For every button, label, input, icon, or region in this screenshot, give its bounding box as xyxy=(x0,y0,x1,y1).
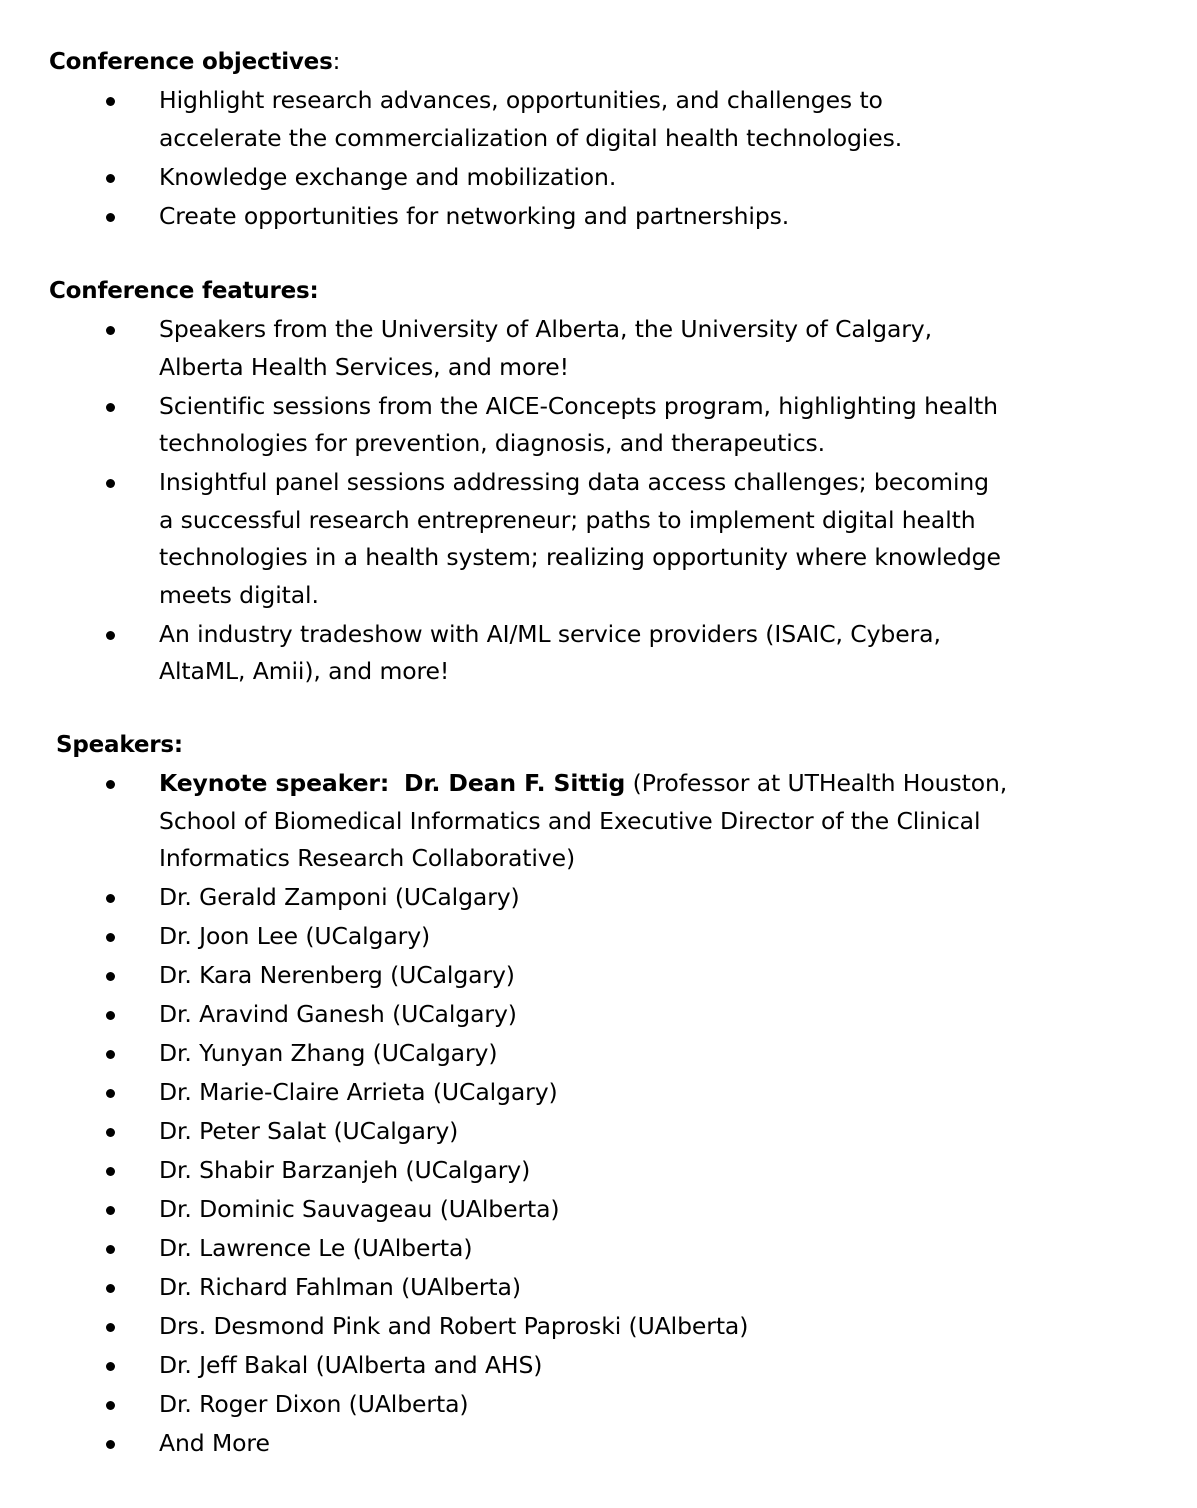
speaker-item xyxy=(0,1269,1009,1307)
speakers-heading: Speakers: xyxy=(56,732,183,758)
objective-text: Highlight research advances, opportunities, and challenges to accelerate the commercialization of digital health technologies. xyxy=(159,86,903,152)
speaker-name: Dr. Jeff Bakal (UAlberta and AHS) xyxy=(159,1351,543,1379)
objectives-heading-text: Conference objectives xyxy=(49,49,333,75)
speaker-name: Dr. Joon Lee (UCalgary) xyxy=(159,922,431,950)
feature-text: An industry tradeshow with AI/ML service providers (ISAIC, Cybera, AltaML, Amii), and more! xyxy=(159,619,941,685)
bullet-icon xyxy=(106,1323,115,1332)
keynote-name: Dr. Dean F. Sittig xyxy=(403,769,626,797)
bullet-icon xyxy=(106,894,115,903)
speaker-item xyxy=(0,1113,1009,1151)
bullet-icon xyxy=(106,1440,115,1449)
speaker-name: Dr. Lawrence Le (UAlberta) xyxy=(159,1234,473,1262)
bullet-icon xyxy=(106,326,115,335)
features-heading: Conference features: xyxy=(49,278,319,304)
bullet-icon xyxy=(106,933,115,942)
bullet-icon xyxy=(106,1011,115,1020)
bullet-icon xyxy=(106,97,115,106)
objective-text: Knowledge exchange and mobilization. xyxy=(159,162,617,191)
bullet-icon xyxy=(106,1245,115,1254)
speaker-name: And More xyxy=(159,1429,270,1457)
feature-text: Speakers from the University of Alberta, the University of Calgary, Alberta Health Services, and more! xyxy=(159,315,932,381)
objectives-heading-colon: : xyxy=(332,49,341,75)
speaker-name: Dr. Richard Fahlman (UAlberta) xyxy=(159,1273,521,1301)
feature-text: Scientific sessions from the AICE-Concepts program, highlighting health technologies for prevention, diagnosis, and therapeutics. xyxy=(159,391,998,457)
speaker-item xyxy=(0,1308,1009,1346)
bullet-icon xyxy=(106,213,115,222)
keynote-label: Keynote speaker: xyxy=(159,769,390,797)
bullet-icon xyxy=(106,174,115,183)
bullet-icon xyxy=(106,1128,115,1137)
objective-item xyxy=(0,159,1009,197)
speaker-item xyxy=(0,957,1009,995)
speaker-item xyxy=(0,1152,1009,1190)
feature-item xyxy=(0,464,1009,614)
speaker-item xyxy=(0,1230,1009,1268)
keynote-description: (Professor at UTHealth Houston, School of Biomedical Informatics and Executive Director of the Clinical Informatics Research Collaborative) xyxy=(159,769,1008,872)
speakers-list xyxy=(0,765,1197,1464)
bullet-icon xyxy=(106,1284,115,1293)
bullet-icon xyxy=(106,479,115,488)
speaker-item xyxy=(0,1425,1009,1463)
speaker-name: Dr. Shabir Barzanjeh (UCalgary) xyxy=(159,1156,531,1184)
bullet-icon xyxy=(106,1401,115,1410)
speaker-name: Dr. Peter Salat (UCalgary) xyxy=(159,1117,459,1145)
features-list xyxy=(0,311,1197,692)
speaker-item xyxy=(0,1191,1009,1229)
bullet-icon xyxy=(106,403,115,412)
speaker-name: Dr. Dominic Sauvageau (UAlberta) xyxy=(159,1195,560,1223)
objective-item xyxy=(0,198,1009,236)
keynote-speaker-item xyxy=(0,765,1009,878)
speaker-name: Dr. Yunyan Zhang (UCalgary) xyxy=(159,1039,498,1067)
bullet-icon xyxy=(106,780,115,789)
speaker-name: Dr. Kara Nerenberg (UCalgary) xyxy=(159,961,515,989)
bullet-icon xyxy=(106,631,115,640)
speaker-name: Dr. Roger Dixon (UAlberta) xyxy=(159,1390,469,1418)
speaker-item xyxy=(0,1347,1009,1385)
bullet-icon xyxy=(106,1362,115,1371)
speaker-item xyxy=(0,1074,1009,1112)
speaker-item xyxy=(0,1386,1009,1424)
objective-text: Create opportunities for networking and partnerships. xyxy=(159,201,790,230)
bullet-icon xyxy=(106,1050,115,1059)
bullet-icon xyxy=(106,1167,115,1176)
feature-item xyxy=(0,311,1009,386)
objective-item xyxy=(0,82,1009,157)
speaker-name: Drs. Desmond Pink and Robert Paproski (UAlberta) xyxy=(159,1312,749,1340)
speaker-item xyxy=(0,879,1009,917)
objectives-heading xyxy=(49,47,340,77)
feature-text: Insightful panel sessions addressing data access challenges; becoming a successful research entrepreneur; paths to implement digital health technologies in a health system; realizing opportunity where knowledge meets digital. xyxy=(159,468,1001,609)
bullet-icon xyxy=(106,1089,115,1098)
bullet-icon xyxy=(106,972,115,981)
speaker-item xyxy=(0,996,1009,1034)
speaker-name: Dr. Aravind Ganesh (UCalgary) xyxy=(159,1000,517,1028)
feature-item xyxy=(0,388,1009,463)
bullet-icon xyxy=(106,1206,115,1215)
speaker-name: Dr. Gerald Zamponi (UCalgary) xyxy=(159,883,520,911)
speaker-item xyxy=(0,1035,1009,1073)
speaker-item xyxy=(0,918,1009,956)
feature-item xyxy=(0,616,1009,691)
speaker-name: Dr. Marie-Claire Arrieta (UCalgary) xyxy=(159,1078,558,1106)
objectives-list xyxy=(0,82,1197,237)
